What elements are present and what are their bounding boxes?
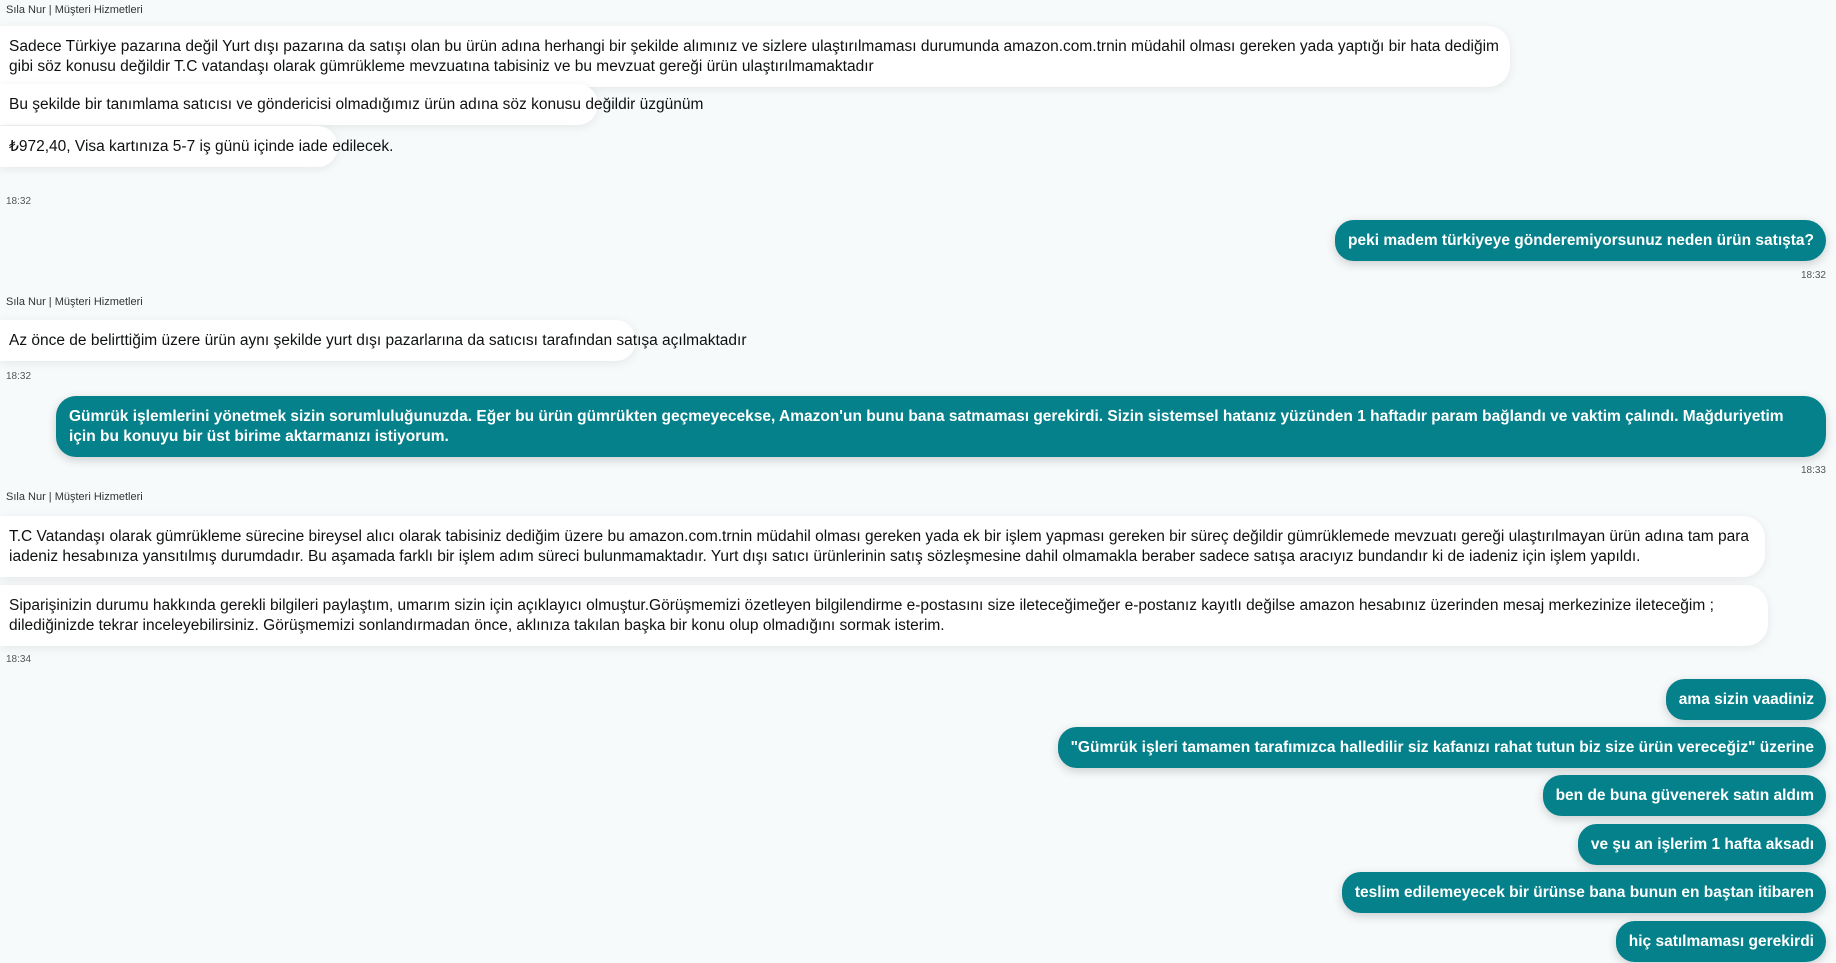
user-message-bubble: Gümrük işlemlerini yönetmek sizin sorumluluğunuzda. Eğer bu ürün gümrükten geçmeyecekse, Amazon'un bunu bana satmaması gerekirdi. Sizin sistemsel hatanız yüzünden 1 haftadır param bağlandı ve vaktim çalındı. Mağduriyetim için bu konuyu bir üst birime aktarmanızı istiyorum. xyxy=(56,396,1826,457)
message-timestamp: 18:33 xyxy=(1800,465,1826,476)
agent-name-label: Sıla Nur | Müşteri Hizmetleri xyxy=(6,491,143,503)
agent-message-bubble: ₺972,40, Visa kartınıza 5-7 iş günü içinde iade edilecek. xyxy=(0,126,338,167)
agent-message-bubble: Siparişinizin durumu hakkında gerekli bilgileri paylaştım, umarım sizin için açıklayıcı olmuştur.Görüşmemizi özetleyen bilgilendirme e-postasını size ileteceğimeğer e-postanız kayıtlı değilse amazon hesabınız üzerinden mesaj merkezinize ileteceğim ; dilediğinizde tekrar inceleyebilirsiniz. Görüşmemizi sonlandırmadan önce, aklınıza takılan başka bir konu olup olmadığını sormak isterim. xyxy=(0,585,1768,646)
user-message-bubble: "Gümrük işleri tamamen tarafımızca halledilir siz kafanızı rahat tutun biz size ürün vereceğiz" üzerine xyxy=(1058,727,1826,768)
user-message-bubble: ama sizin vaadiniz xyxy=(1666,679,1826,720)
message-timestamp: 18:32 xyxy=(6,196,32,207)
user-message-bubble: ve şu an işlerim 1 hafta aksadı xyxy=(1578,824,1826,865)
agent-name-label: Sıla Nur | Müşteri Hizmetleri xyxy=(6,296,143,308)
user-message-bubble: ben de buna güvenerek satın aldım xyxy=(1543,775,1826,816)
agent-message-bubble: Az önce de belirttiğim üzere ürün aynı şekilde yurt dışı pazarlarına da satıcısı tarafından satışa açılmaktadır xyxy=(0,320,636,361)
user-message-bubble: hiç satılmaması gerekirdi xyxy=(1616,921,1826,962)
user-message-bubble: peki madem türkiyeye gönderemiyorsunuz neden ürün satışta? xyxy=(1335,220,1826,261)
message-timestamp: 18:32 xyxy=(1800,270,1826,281)
agent-message-bubble: Sadece Türkiye pazarına değil Yurt dışı pazarına da satışı olan bu ürün adına herhangi bir şekilde alımınız ve sizlere ulaştırılmaması durumunda amazon.com.trnin müdahil olması gereken yada yaptığı bir hata dediğim gibi söz konusu değildir T.C vatandaşı olarak gümrükleme mevzuatına tabisiniz ve bu mevzuat gereği ürün ulaştırılmamaktadır xyxy=(0,26,1510,87)
message-timestamp: 18:34 xyxy=(6,654,32,665)
user-message-bubble: teslim edilemeyecek bir ürünse bana bunun en baştan itibaren xyxy=(1342,872,1826,913)
agent-name-label: Sıla Nur | Müşteri Hizmetleri xyxy=(6,4,143,16)
agent-message-bubble: T.C Vatandaşı olarak gümrükleme sürecine bireysel alıcı olarak tabisiniz dediğim üzere bu amazon.com.trnin müdahil olması gereken yada ek bir işlem yapması gereken bir süreç değildir gümrüklemede mevzuatı gereği ulaştırılmayan ürün adına tam para iadeniz hesabınıza yansıtılmış durumdadır. Bu aşamada farklı bir işlem adım süreci bulunmamaktadır. Yurt dışı satıcı ürünlerinin satış sözleşmesine dahil olmamakla beraber sadece satışa aracıyız bundandır ki de iadeniz için işlem yapıldı. xyxy=(0,516,1765,577)
agent-message-bubble: Bu şekilde bir tanımlama satıcısı ve göndericisi olmadığımız ürün adına söz konusu değildir üzgünüm xyxy=(0,84,598,125)
message-timestamp: 18:32 xyxy=(6,371,32,382)
